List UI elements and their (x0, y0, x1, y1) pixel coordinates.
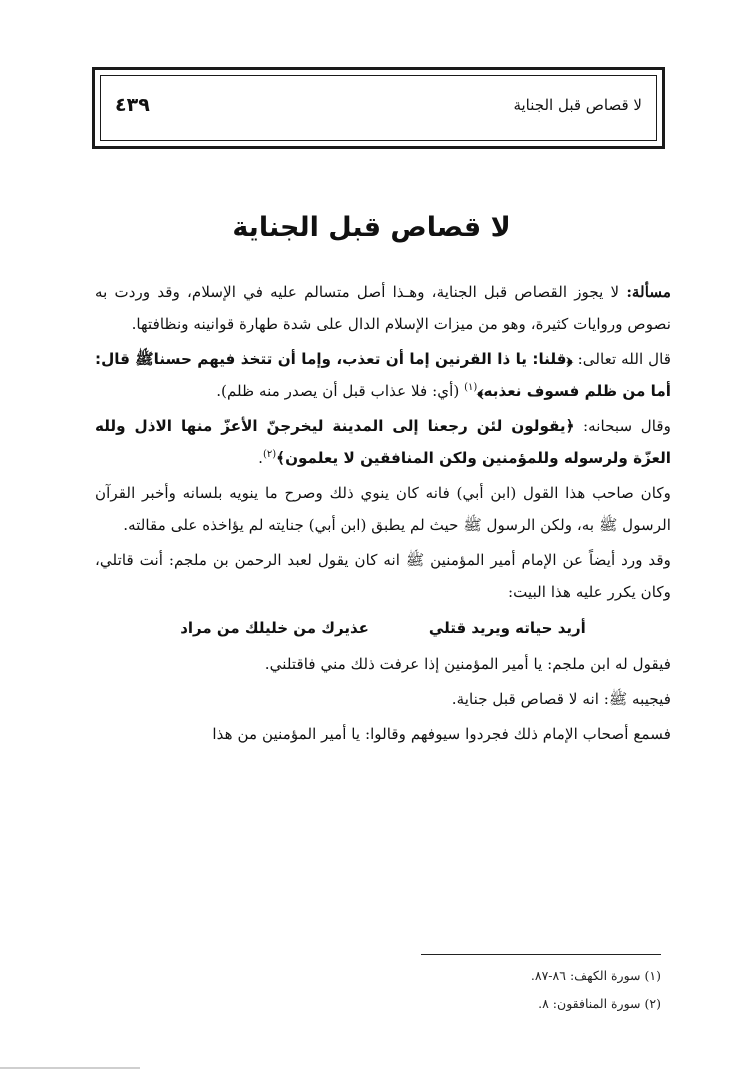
paragraph-5: وقد ورد أيضاً عن الإمام أمير المؤمنين ﷺ انه كان يقول لعبد الرحمن بن ملجم: أنت قاتلي، وكان يكرر عليه هذا البيت: (95, 551, 671, 601)
paragraph-1-text: لا يجوز القصاص قبل الجناية، وهـذا أصل متسالم عليه في الإسلام، وقد وردت به نصوص وروايات كثيرة، وهو من ميزات الإسلام الدال على شدة طهارة قوانينه ونظافتها. (95, 283, 671, 333)
quran-quote-1: ﴿قلنا: يا ذا القرنين إما أن تعذب، وإما أن تتخذ فيهم حسناﷺ قال: أما من ظلم فسوف نعذبه﴾ (95, 350, 671, 400)
paragraph-1-lead: مسألة: (626, 283, 671, 301)
quran-quote-2: ﴿يقولون لئن رجعنا إلى المدينة ليخرجنّ الأعزّ منها الاذل ولله العزّة ولرسوله وللمؤمنين ولكن المنافقين لا يعلمون﴾ (95, 417, 671, 467)
paragraph-2-rest: (أي: فلا عذاب قبل أن يصدر منه ظلم). (216, 382, 465, 400)
page-edge-mark (0, 1067, 140, 1069)
paragraph-8: فسمع أصحاب الإمام ذلك فجردوا سيوفهم وقالوا: يا أمير المؤمنين من هذا (212, 725, 671, 743)
running-header-inner (100, 75, 657, 141)
footnote-1: (١) سورة الكهف: ٨٦-٨٧. (530, 968, 661, 983)
footnote-marker-2: (٢) (262, 448, 277, 460)
paragraph-4: وكان صاحب هذا القول (ابن أبي) فانه كان ينوي ذلك وصرح ما ينويه بلسانه وأخبر القرآن الرسول ﷺ به، ولكن الرسول ﷺ حيث لم يطبق (ابن أبي) جنايته لم يؤاخذه على مقالته. (95, 484, 671, 534)
footnote-divider (421, 954, 661, 955)
paragraph-2-intro: قال الله تعالى: (572, 350, 671, 368)
paragraph-7: فيجيبه ﷺ: انه لا قصاص قبل جناية. (451, 690, 671, 708)
chapter-title: لا قصاص قبل الجناية (232, 212, 511, 243)
verse-first-hemistich: أريد حياته ويريد قتلي (428, 619, 586, 637)
paragraph-2 (95, 343, 671, 407)
paragraph-1 (95, 276, 671, 340)
paragraph-3-end: . (258, 449, 263, 467)
paragraph-3 (95, 410, 671, 474)
footnote-2: (٢) سورة المنافقون: ٨. (538, 996, 661, 1011)
footnotes (531, 962, 661, 1018)
page-number: ٤٣٩ (115, 94, 150, 116)
running-title: لا قصاص قبل الجناية (513, 96, 642, 114)
footnote-marker-1: (١) (464, 381, 478, 393)
verse-second-hemistich: عذيرك من خليلك من مراد (180, 619, 369, 637)
paragraph-6: فيقول له ابن ملجم: يا أمير المؤمنين إذا عرفت ذلك مني فاقتلني. (264, 655, 671, 673)
running-header (92, 67, 665, 149)
poetry-verse (95, 611, 671, 645)
paragraph-3-intro: وقال سبحانه: (574, 417, 672, 435)
body-text (95, 276, 671, 753)
